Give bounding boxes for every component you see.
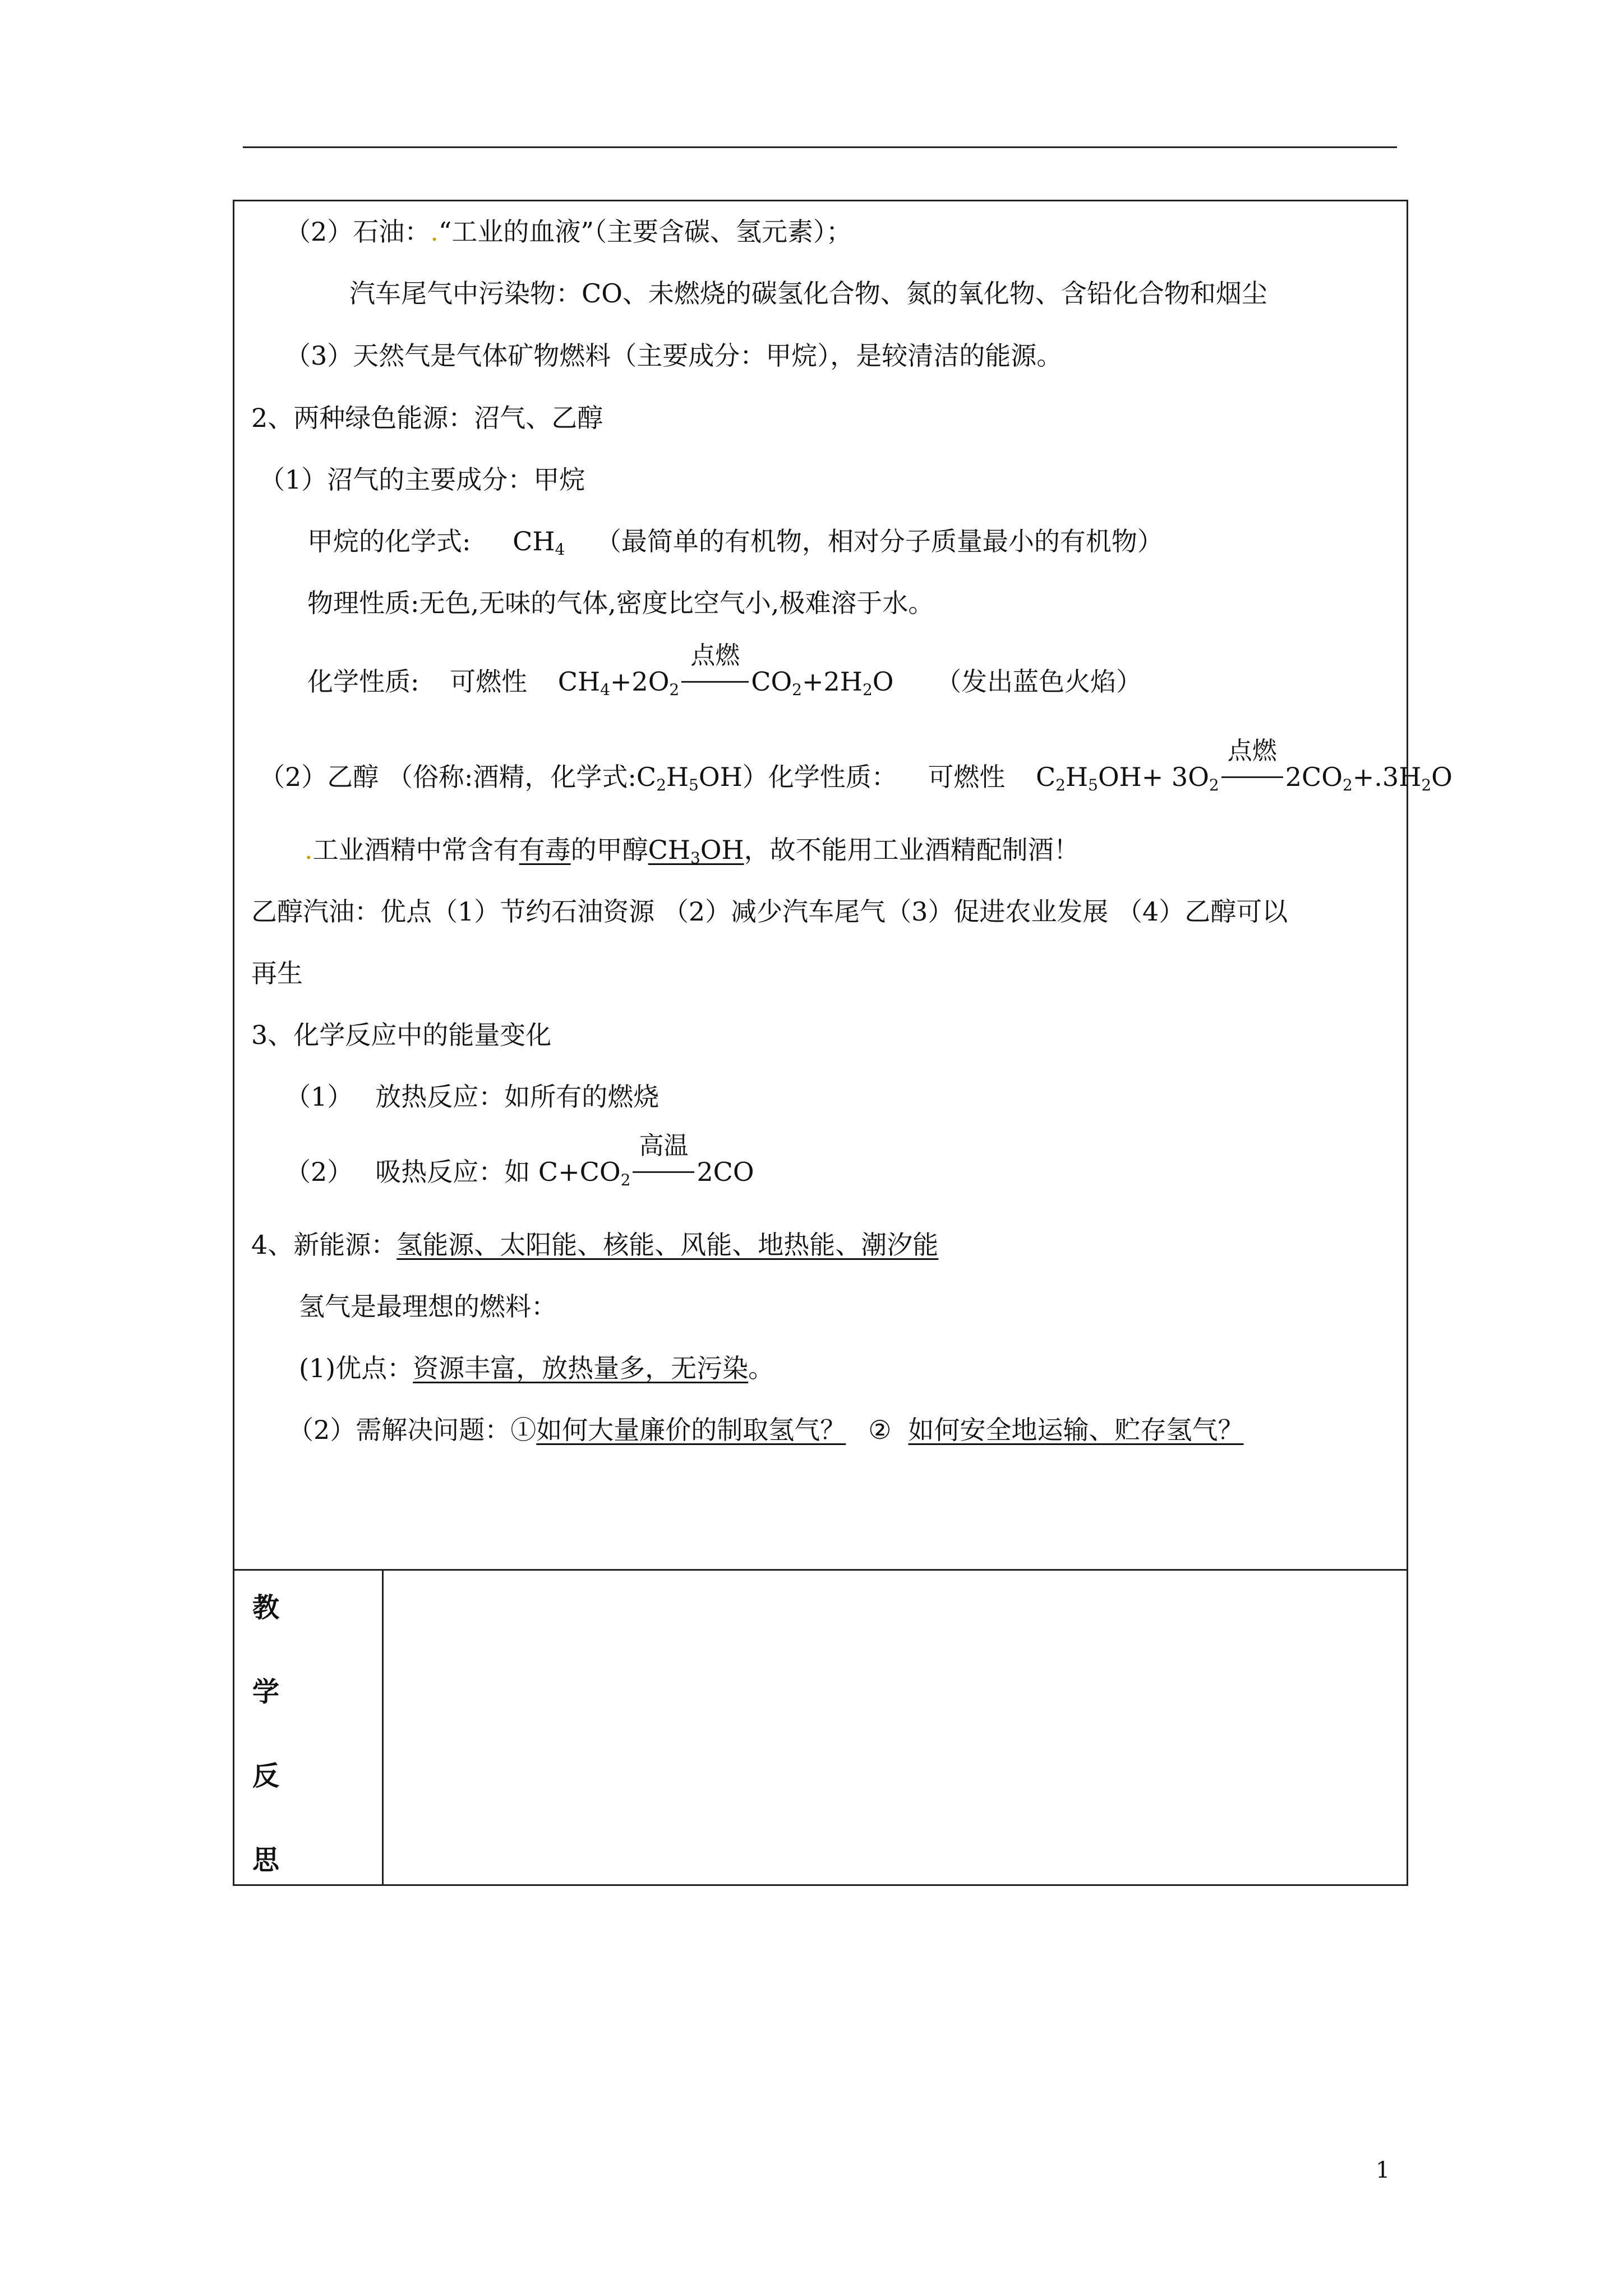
notes-cell <box>234 201 1453 1571</box>
methanol-warning-line: .工业酒精中常含有有毒的甲醇$CH_3OH$，故不能用工业酒精配制酒！ <box>305 835 1080 867</box>
oil-line: （2）石油：.“工业的血液”（主要含碳、氢元素）； <box>285 217 852 247</box>
header-rule <box>243 146 1397 148</box>
reaction-condition: 点燃 <box>679 665 751 698</box>
new-energy-line: 4、新能源：氢能源、太阳能、核能、风能、地热能、潮汐能 <box>251 1230 939 1260</box>
advantages-line: (1)优点：资源丰富，放热量多，无污染。 <box>299 1353 774 1383</box>
endothermic-line: （2） 吸热反应：如 $C+CO_2$ 高温 2CO <box>285 1131 754 1189</box>
exothermic-line: （1） 放热反应：如所有的燃烧 <box>285 1082 660 1112</box>
natural-gas-line: （3）天然气是气体矿物燃料（主要成分：甲烷），是较清洁的能源。 <box>285 341 1063 371</box>
ethanol-gasoline-line-1: 乙醇汽油：优点（1）节约石油资源 （2）减少汽车尾气（3）促进农业发展 （4）乙醇可以 <box>251 896 1288 927</box>
ethanol-reaction-condition: 点燃 <box>1219 760 1285 794</box>
biogas-line: （1）沼气的主要成分：甲烷 <box>259 464 585 495</box>
reflection-char: 学 <box>252 1676 280 1708</box>
green-energy-heading: 2、两种绿色能源：沼气、乙醇 <box>251 403 603 433</box>
reflection-content-cell <box>382 1569 1407 1884</box>
reflection-char: 思 <box>252 1844 280 1876</box>
hydrogen-line: 氢气是最理想的燃料： <box>299 1291 557 1322</box>
reflection-char: 教 <box>252 1592 280 1623</box>
problems-line: （2）需解决问题：①如何大量廉价的制取氢气？ ② 如何安全地运输、贮存氢气？ <box>288 1415 1244 1445</box>
methane-formula-line: 甲烷的化学式: $CH_4$ （最简单的有机物，相对分子质量最小的有机物） <box>307 526 1163 559</box>
ethanol-gasoline-line-2: 再生 <box>251 958 303 988</box>
chemical-property-line: 化学性质: 可燃性 $CH_4+2O_2$ 点燃 $CO_2+2H_2O$ （发出蓝色火焰） <box>307 641 1142 699</box>
ethanol-line: （2）乙醇 （俗称:酒精，化学式$:C_2H_5OH$）化学性质： 可燃性 $C_2H_5OH+ 3O_2$ 点燃 $2CO_2+.3H_2O$ <box>259 737 1453 794</box>
energy-change-heading: 3、化学反应中的能量变化 <box>251 1020 552 1050</box>
page-number: 1 <box>1376 2157 1390 2183</box>
endothermic-condition: 高温 <box>630 1155 697 1189</box>
reflection-label-cell <box>234 1569 384 1884</box>
exhaust-line: 汽车尾气中污染物：CO、未燃烧的碳氢化合物、氮的氧化物、含铅化合物和烟尘 <box>349 278 1267 309</box>
lesson-table <box>233 200 1453 1886</box>
physical-property-line: 物理性质:无色,无味的气体,密度比空气小,极难溶于水。 <box>307 588 934 618</box>
reflection-char: 反 <box>252 1760 280 1792</box>
